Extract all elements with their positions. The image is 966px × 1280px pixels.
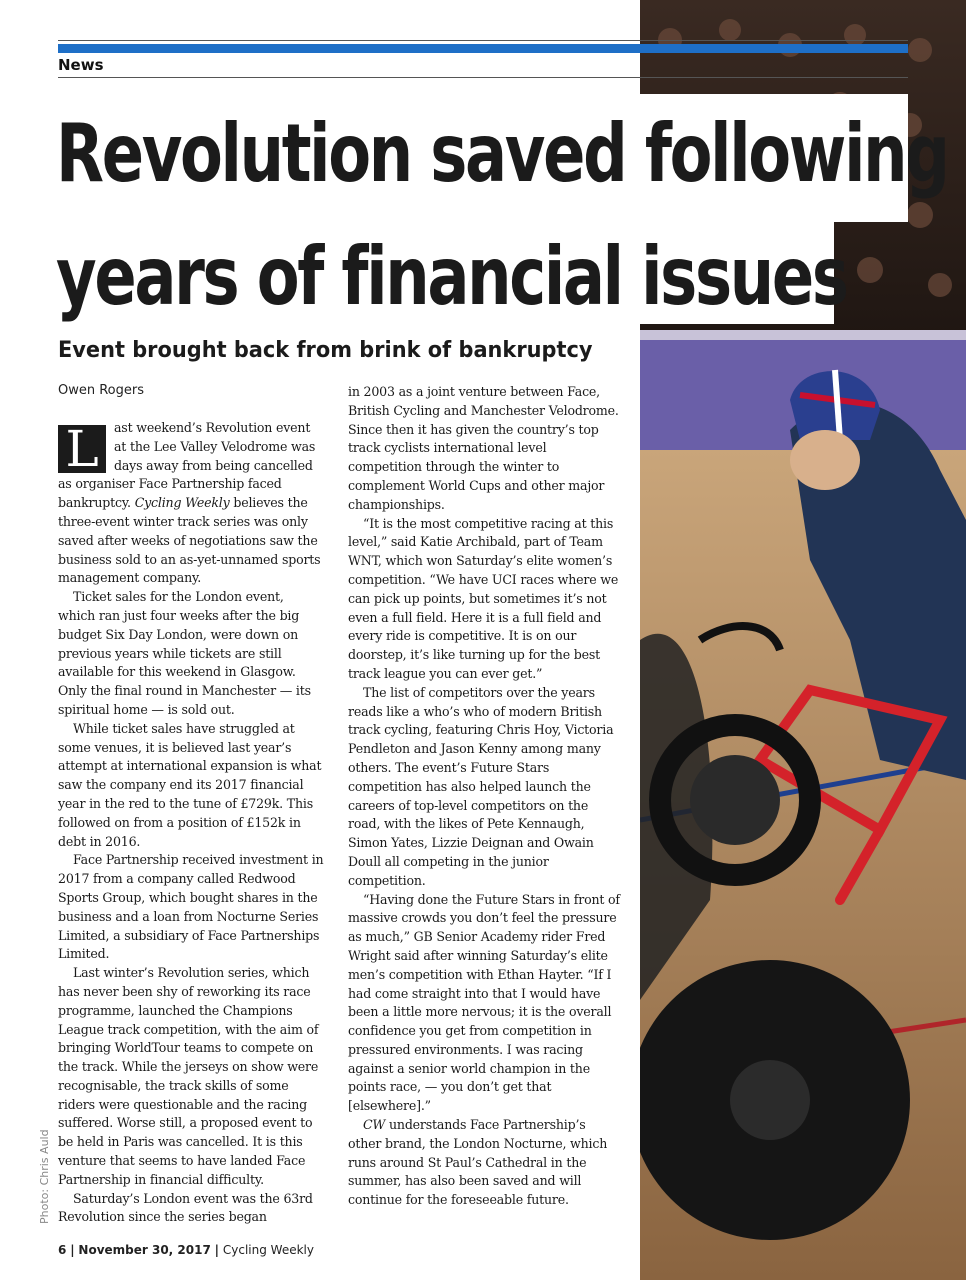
section-accent-bar (58, 44, 908, 53)
article-column-1 (58, 419, 324, 1227)
paragraph: Saturday’s London event was the 63rd Revolution since the series began (58, 1190, 313, 1225)
section-rule (58, 77, 908, 78)
paragraph: L ast weekend’s Revolution event at the Lee Valley Velodrome was days away from being cancelled as organiser Face Partnership faced bankruptcy. Cycling Weekly believes the three-event winter track series was only saved after weeks of negotiations saw the business sold to an as-yet-unnamed sports management company. (58, 420, 321, 586)
section-label: News (58, 56, 104, 74)
headline-line-1: Revolution saved following (56, 107, 948, 200)
page-number: 6 (58, 1243, 67, 1257)
paragraph: The list of competitors over the years reads like a who’s who of modern British track cycling, featuring Chris Hoy, Victoria Pendleton and Jason Kenny among many others. The event’s Future Stars competition has also helped launch the careers of top-level competitors on the road, with the likes of Pete Kennaugh, Simon Yates, Lizzie Deignan and Owain Doull all competing in the junior competition. (348, 684, 614, 888)
headline-line-2: years of financial issues (56, 230, 847, 323)
article-column-2 (348, 383, 620, 1210)
paragraph: “Having done the Future Stars in front of massive crowds you don’t feel the pressure as much,” GB Senior Academy rider Fred Wright said after winning Saturday’s elite men’s competition with Ethan Hayter. “If I had come straight into that I would have been a little more nervous; it is the overall confidence you get from competition in pressured environments. I was racing against a senior world champion in the points race, — you don’t get that [elsewhere].” (348, 891, 620, 1114)
byline: Owen Rogers (58, 383, 145, 398)
paragraph: While ticket sales have struggled at some venues, it is believed last year’s attempt at international expansion is what saw the company end its 2017 financial year in the red to the tune of £729k. This followed on from a position of £152k in debt in 2016. (58, 720, 322, 849)
drop-cap: L (58, 425, 106, 473)
headline (56, 92, 948, 338)
photo-credit: Photo: Chris Auld (38, 1129, 51, 1224)
page-footer: 6 | November 30, 2017 | Cycling Weekly (58, 1243, 314, 1257)
magazine-name: Cycling Weekly (222, 1243, 314, 1257)
paragraph: Last winter’s Revolution series, which has never been shy of reworking its race programme, launched the Champions League track competition, with the aim of bringing WorldTour teams to compete on the track. While the jerseys on show were recognisable, the track skills of some riders were questionable and the racing suffered. Worse still, a proposed event to be held in Paris was cancelled. It is this venture that seems to have landed Face Partnership in financial difficulty. (58, 965, 319, 1187)
paragraph: Face Partnership received investment in 2017 from a company called Redwood Sports Group, which bought shares in the business and a loan from Nocturne Series Limited, a subsidiary of Face Partnerships Limited. (58, 852, 324, 962)
standfirst: Event brought back from brink of bankruptcy (58, 338, 593, 363)
paragraph: in 2003 as a joint venture between Face, British Cycling and Manchester Velodrome. Since then it has given the country’s top track cyclists international level competition through the winter to complement World Cups and other major championships. (348, 384, 619, 512)
paragraph: “It is the most competitive racing at this level,” said Katie Archibald, part of Team WNT, which won Saturday’s elite women’s competition. “We have UCI races where we can pick up points, but sometimes it’s not even a full field. Here it is a full field and every ride is competitive. It is on our doorstep, it’s like turning up for the best track league you can ever get.” (348, 515, 619, 681)
top-rule (58, 40, 908, 41)
issue-date: November 30, 2017 (78, 1243, 211, 1257)
paragraph: CW understands Face Partnership’s other brand, the London Nocturne, which runs around St Paul’s Cathedral in the summer, has also been saved and will continue for the foreseeable future. (348, 1117, 608, 1208)
paragraph: Ticket sales for the London event, which ran just four weeks after the big budget Six Day London, were down on previous years while tickets are still available for this weekend in Glasgow. Only the final round in Manchester — its spiritual home — is sold out. (58, 589, 311, 717)
